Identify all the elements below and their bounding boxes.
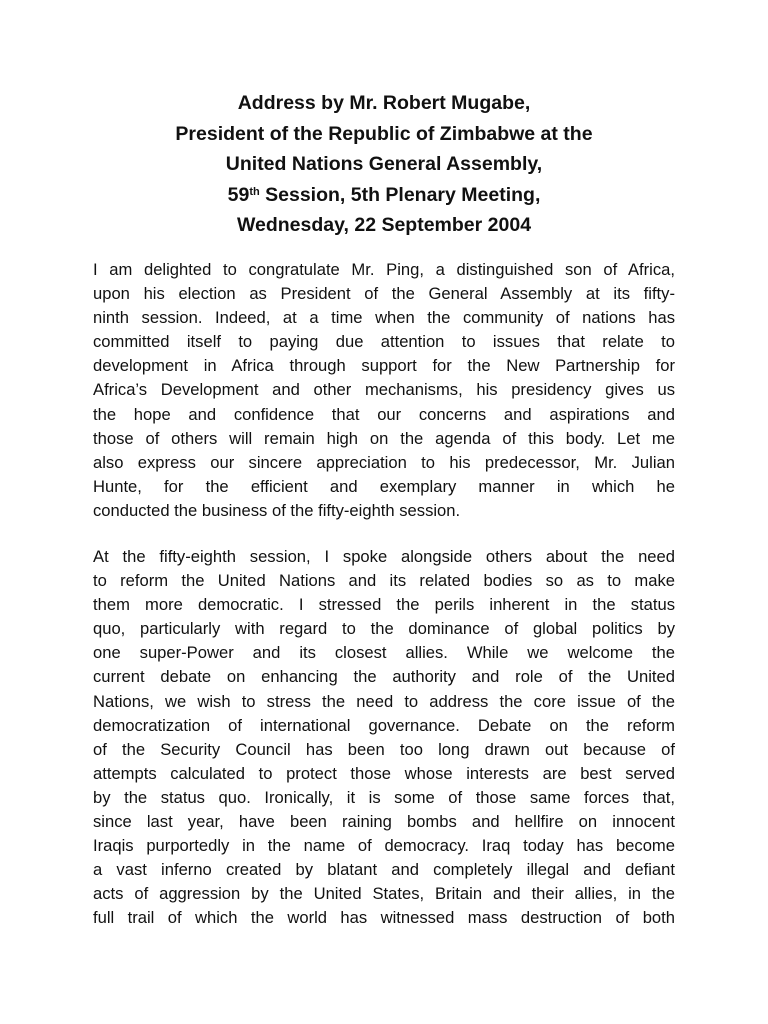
paragraph-line: quo, particularly with regard to the dominance of global politics by xyxy=(93,619,675,639)
document-title xyxy=(60,88,708,241)
paragraph-line: a vast inferno created by blatant and completely illegal and defiant xyxy=(93,860,675,880)
title-line-4 xyxy=(60,180,708,211)
session-ordinal-suffix: th xyxy=(249,185,260,198)
paragraph-line: to reform the United Nations and its related bodies so as to make xyxy=(93,571,675,591)
paragraph-line: committed itself to paying due attention to issues that relate to xyxy=(93,332,675,352)
title-line-3: United Nations General Assembly, xyxy=(225,153,543,175)
paragraph-line: acts of aggression by the United States, Britain and their allies, in the xyxy=(93,884,675,904)
paragraph-line: I am delighted to congratulate Mr. Ping, a distinguished son of Africa, xyxy=(93,260,675,279)
paragraph-line: the hope and confidence that our concerns and aspirations and xyxy=(93,404,675,424)
paragraph-line: one super-Power and its closest allies. While we welcome the xyxy=(93,643,675,663)
paragraph-line: them more democratic. I stressed the perils inherent in the status xyxy=(93,595,675,615)
paragraph-line: those of others will remain high on the agenda of this body. Let me xyxy=(93,428,675,448)
paragraph-line: development in Africa through support for the New Partnership for xyxy=(93,356,675,376)
paragraph-1 xyxy=(93,258,675,523)
title-line-5: Wednesday, 22 September 2004 xyxy=(236,214,532,236)
paragraph-line: attempts calculated to protect those whose interests are best served xyxy=(93,763,675,783)
paragraph-2 xyxy=(93,545,675,931)
session-detail: Session, 5th Plenary Meeting, xyxy=(259,183,541,206)
paragraph-line: Africa’s Development and other mechanisms, his presidency gives us xyxy=(93,380,675,400)
paragraph-line: of the Security Council has been too long drawn out because of xyxy=(93,739,675,759)
paragraph-line: ninth session. Indeed, at a time when the community of nations has xyxy=(93,308,675,328)
paragraph-line: conducted the business of the fifty-eighth session. xyxy=(93,500,461,520)
paragraph-line: full trail of which the world has witnessed mass destruction of both xyxy=(93,908,675,928)
paragraph-line: by the status quo. Ironically, it is some of those same forces that, xyxy=(93,787,675,807)
paragraph-line: since last year, have been raining bombs and hellfire on innocent xyxy=(93,812,675,832)
paragraph-line: At the fifty-eighth session, I spoke alongside others about the need xyxy=(93,547,675,566)
paragraph-line: democratization of international governance. Debate on the reform xyxy=(93,715,675,735)
paragraph-line: Iraqis purportedly in the name of democracy. Iraq today has become xyxy=(93,836,675,856)
title-line-2: President of the Republic of Zimbabwe at the xyxy=(175,122,593,145)
paragraph-line: upon his election as President of the General Assembly at its fifty- xyxy=(93,284,675,304)
title-line-1: Address by Mr. Robert Mugabe, xyxy=(237,92,531,114)
paragraph-line: also express our sincere appreciation to his predecessor, Mr. Julian xyxy=(93,452,675,472)
session-number: 59 xyxy=(227,183,250,206)
paragraph-line: Hunte, for the efficient and exemplary manner in which he xyxy=(93,476,675,496)
paragraph-line: current debate on enhancing the authority and role of the United xyxy=(93,667,675,687)
paragraph-line: Nations, we wish to stress the need to address the core issue of the xyxy=(93,691,675,711)
